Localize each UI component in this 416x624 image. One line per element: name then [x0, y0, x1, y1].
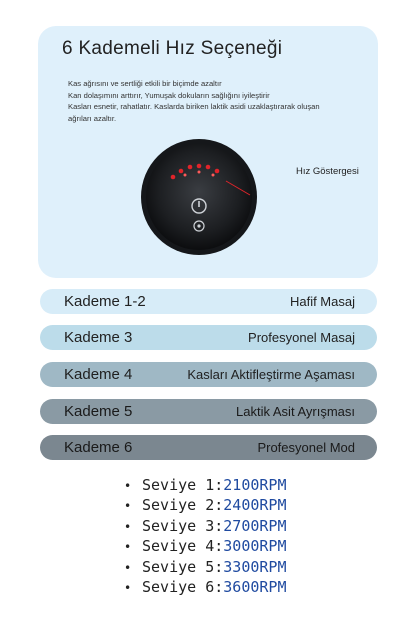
- speed-label: Seviye 1:: [142, 476, 224, 494]
- level-mode: Profesyonel Mod: [257, 440, 355, 455]
- speed-rpm: 2100RPM: [223, 476, 287, 494]
- bullet-icon: •: [124, 479, 132, 493]
- level-mode: Laktik Asit Ayrışması: [236, 404, 355, 419]
- list-item: [124, 577, 287, 597]
- level-mode: Profesyonel Masaj: [248, 330, 355, 345]
- speed-rpm: 3000RPM: [223, 537, 287, 556]
- level-name: Kademe 1-2: [64, 293, 146, 310]
- speed-indicator-label: Hız Göstergesi: [296, 166, 359, 177]
- level-name: Kademe 6: [64, 439, 133, 456]
- level-mode: Kasları Aktifleştirme Aşaması: [187, 367, 355, 382]
- list-item: [124, 536, 287, 556]
- level-name: Kademe 4: [64, 366, 133, 383]
- bullet-icon: •: [124, 560, 132, 575]
- level-bar: [40, 289, 377, 314]
- description-line: ağrıları azaltır.: [68, 113, 117, 123]
- level-name: Kademe 5: [64, 403, 133, 420]
- speed-rpm: 2700RPM: [223, 516, 287, 535]
- list-item: [124, 516, 287, 536]
- speed-rpm: 3300RPM: [223, 557, 287, 576]
- level-bar: [40, 362, 377, 387]
- speed-label: Seviye 6:: [142, 577, 224, 596]
- bullet-icon: •: [124, 540, 132, 555]
- level-mode: Hafif Masaj: [289, 294, 355, 309]
- speed-list: [124, 475, 287, 597]
- bullet-icon: •: [124, 580, 132, 595]
- description: [68, 78, 368, 124]
- massage-gun-device: [140, 138, 258, 256]
- speed-label: Seviye 5:: [142, 557, 224, 576]
- speed-label: Seviye 2:: [142, 496, 224, 515]
- speed-label: Seviye 4:: [142, 537, 224, 556]
- bullet-icon: •: [124, 499, 132, 514]
- bullet-icon: •: [124, 519, 132, 534]
- speed-rpm: 3600RPM: [223, 577, 287, 596]
- level-bar: [40, 399, 377, 424]
- description-line: Kasları esnetir, rahatlatır. Kaslarda biriken laktik asidi uzaklaştırarak oluşan: [68, 102, 320, 111]
- feature-card: [38, 26, 378, 278]
- description-line: Kan dolaşımını arttırır, Yumuşak dokuların sağlığını iyileştirir: [68, 90, 270, 100]
- list-item: [124, 557, 287, 577]
- list-item: [124, 475, 287, 495]
- level-bar: [40, 325, 377, 350]
- level-bar: [40, 435, 377, 460]
- speed-rpm: 2400RPM: [223, 496, 287, 515]
- card-title: 6 Kademeli Hız Seçeneği: [62, 38, 283, 59]
- list-item: [124, 495, 287, 515]
- speed-label: Seviye 3:: [142, 516, 224, 535]
- description-line: Kas ağrısını ve sertliği etkili bir biçimde azaltır: [68, 79, 222, 88]
- level-name: Kademe 3: [64, 329, 133, 346]
